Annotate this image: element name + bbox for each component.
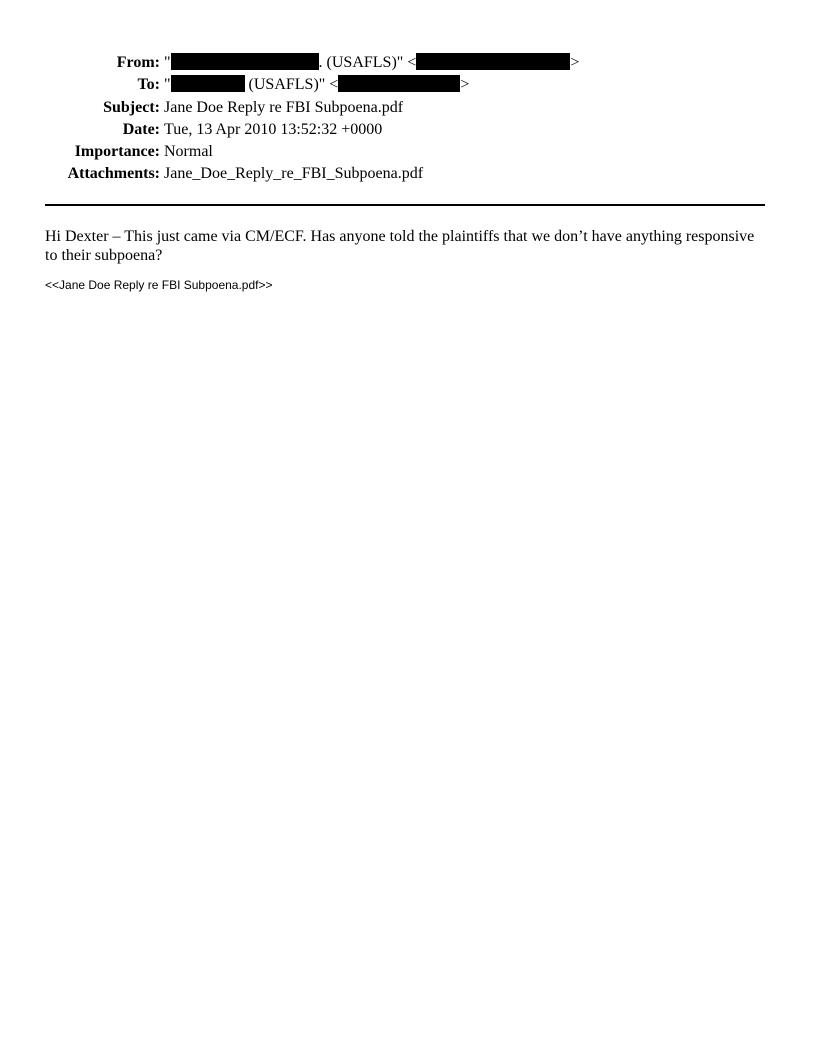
subject-label: Subject: [103,98,160,116]
from-name-suffix: . (USAFLS)" < [318,54,417,71]
to-name-redaction [171,75,245,92]
from-name-redaction [171,53,319,70]
email-header [0,52,816,186]
attachment-reference: <<Jane Doe Reply re FBI Subpoena.pdf>> [45,278,273,292]
date-value: Tue, 13 Apr 2010 13:52:32 +0000 [164,120,383,138]
importance-label: Importance: [74,143,160,161]
subject-row [0,97,816,119]
importance-row [0,141,816,163]
from-close: > [570,54,580,71]
from-value [164,52,579,74]
attachments-row [0,163,816,185]
attachments-value[interactable]: Jane_Doe_Reply_re_FBI_Subpoena.pdf [164,165,424,183]
to-label: To: [137,76,160,94]
message-body: Hi Dexter – This just came via CM/ECF. Has anyone told the plaintiffs that we don’t have anything responsive to their subpoena? [45,228,755,264]
from-row [0,52,816,74]
importance-value: Normal [164,143,213,161]
date-row [0,119,816,141]
to-open-quote: " [164,76,171,94]
from-open-quote: " [164,54,171,71]
to-value [164,74,469,96]
to-close: > [460,76,470,94]
from-label: From: [116,54,160,71]
to-row [0,74,816,96]
subject-value: Jane Doe Reply re FBI Subpoena.pdf [164,98,404,116]
to-email-redaction [338,75,460,92]
to-name-suffix: (USAFLS)" < [244,76,339,94]
attachments-label: Attachments: [67,165,160,183]
header-divider [45,204,765,206]
date-label: Date: [122,120,160,138]
from-email-redaction [416,53,570,70]
